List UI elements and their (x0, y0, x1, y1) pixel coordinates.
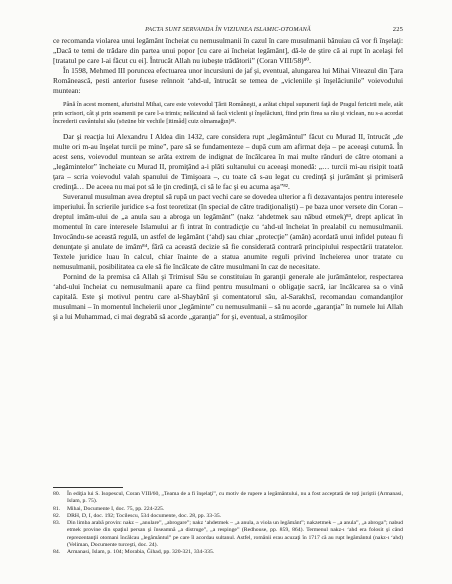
body-text (53, 36, 403, 322)
footnote-text: Mihai, Documente I, doc. 75, pp. 224-225. (67, 505, 165, 512)
page (53, 24, 403, 322)
footnote (53, 491, 403, 506)
footnote-divider (53, 487, 123, 488)
footnote-number: 83. (53, 520, 61, 527)
footnote-text: DRH, D, I, doc. 192; Tocilescu, 534 documente, doc. 28, pp. 33-35. (67, 512, 222, 519)
footnote-text: În ediţia lui S. Isopescul, Coran VIII/60, „Teama de a fi înşelaţi”, cu motiv de rupere a legământului, nu a fost acceptată de toţi juriştii (Armanasi, Islam, p. 75). (67, 491, 403, 505)
paragraph: Dar şi reacţia lui Alexandru I Aldea din 1432, care considera rupt „legământul” făcut cu Murad II, întrucât „de multe ori m-au înşelat turcii pe mine”, pare să se fundamenteze – după cum am afirmat deja – pe aceeaşi cutumă. În acest sens, voievodul muntean se arăta extrem de indignat de încălcarea în mai multe rânduri de către otomani a „legămintelor” încheiate cu Murad II, promiţând a-i plăti sultanului cu aceeaşi monedă: „… turcii mi-au risipit toată ţara – scria voievodul valah spanului de Timişoara –, cu toate că s-au legat cu credinţă şi jurământ şi primiseră credinţă… De aceea nu mai pot să le ţin credinţă, ci să le fac şi eu acuma aşa”⁸². (53, 131, 403, 191)
footnote-number: 82. (53, 512, 61, 519)
running-title: PACTA SUNT SERVANDA ÎN VIZIUNEA ISLAMIC-OTOMANĂ (145, 26, 311, 33)
page-number: 225 (392, 26, 403, 33)
paragraph: În 1598, Mehmed III porunceа efectuarea unor incursiuni de jaf şi, eventual, alungarea lui Mihai Viteazul din Ţara Românească, pesti anterior fusese reînnoit ‘ahd-ul, întrucât se temea de „vicleniile şi înşelăciunile” voievodului muntean: (53, 66, 403, 96)
footnote (53, 520, 403, 549)
footnote-number: 80. (53, 491, 61, 497)
footnote-number: 84. (53, 549, 61, 556)
footnote-text: Armanasi, Islam, p. 104; Morabia, Ğihad, pp. 320-321, 334-335. (67, 549, 215, 556)
footnote-text: Din limba arabă provin: nakz – „anulare”, „abrogare”; nakz ‘ahdetmek – „a anula, a viola un legământ”; nakzetmek – „a anula”, „a abroga”; nabud etmek provine din spaţiul persan şi înseamnă „a distruge”, „a respinge” (Redhouse, pp. 859, 864). Termenul nakz-ı ‘ahd era folosit şi când reprezentanţii otomani încălcau „legământul” pe care îl acordau sultanul. Astfel, românii erau acuzaţi în 1717 că au rupt legământul (nakz-ı ‘ahd) (Veliman, Documente turceşti, doc. 24). (67, 520, 403, 549)
paragraph: Pornind de la premisa că Allah şi Trimisul Său se constituiau în garanţii generale ale jurământelor, respectarea ‘ahd-ului încheiat cu nemusulmanii apare ca fiind pentru musulmani o obligaţie sacră, iar încălcarea sa o vină capitală. Este şi motivul pentru care al-Shaybânî şi comentatorul său, al-Sarakhsî, recomandau comandanţilor musulmani – în momentul încheierii unor „legăminte” cu nemusulmanii – să nu acorde „garanţia” în numele lui Allah şi a lui Muhammad, ci mai degrabă să acorde „garanţia” for şi, eventual, a strămoşilor (53, 272, 403, 322)
block-quote: Până în acest moment, afurisitul Mihai, care este voievodul Ţării Româneşti, a arătat chipul supunerii faţă de Pragul fericirii mele, atât prin scrisori, cât şi prin soamenii pe care l-a trimis; nelăcuind să facă viclenii şi înşelăciuni, fiind prin firea sa rău şi viclean, nu s-a acordat încrederii cuvântului său (sözüne bir vechile [itimâd] cuiz olmamağın)⁸¹. (53, 101, 403, 126)
paragraph: Suveranul musulman avea dreptul să rupă un pact vechi care se dovedea ulterior a fi dezavantajos pentru interesele imperiului. În scrierile juridice s-a fost teoretizat (în special de către tradiţionalişti) – pe baza unor versete din Coran – dreptul imâm-ului de „a anula sau a abroga un legământ” (nakz ‘ahdetmek sau nâbud etmek)⁸³, drept aplicat în momentul în care interesele Islamului ar fi intrat în contradicţie cu ‘ahd-ul încheiat în prealabil cu nemusulmanii. Invocându-se această regulă, un astfel de legământ (‘ahd) sau chiar „protecţie” (amân) acordată unui infidel puteau fi denunţate şi anulate de imâm⁸⁴, fără ca această decizie să fie considerată contrară principiului respectării tratatelor. Textele juridice luau în calcul, chiar înainte de a statua anumite reguli privind încheierea unor tratate cu nemusulmanii, posibilitatea ca ele să fie încălcate de către musulmani în caz de necesitate. (53, 191, 403, 272)
running-head (53, 24, 403, 36)
footnotes (53, 491, 403, 557)
footnote (53, 506, 403, 513)
footnote (53, 549, 403, 556)
paragraph: ce recomanda violarea unui legământ încheiat cu nemusulmanii în cazul în care musulmanii bănuiau că vor fi înşelaţi: „Dacă te temi de trădare din partea unui popor [cu care ai încheiat legământ], dă-le de ştire că ai rupt în acelaşi fel [tratatul pe care l-ai făcut cu ei]. Întrucât Allah nu iubeşte trădătorii” (Coran VIII/58)⁸⁰. (53, 36, 403, 66)
footnote-number: 81. (53, 505, 61, 512)
